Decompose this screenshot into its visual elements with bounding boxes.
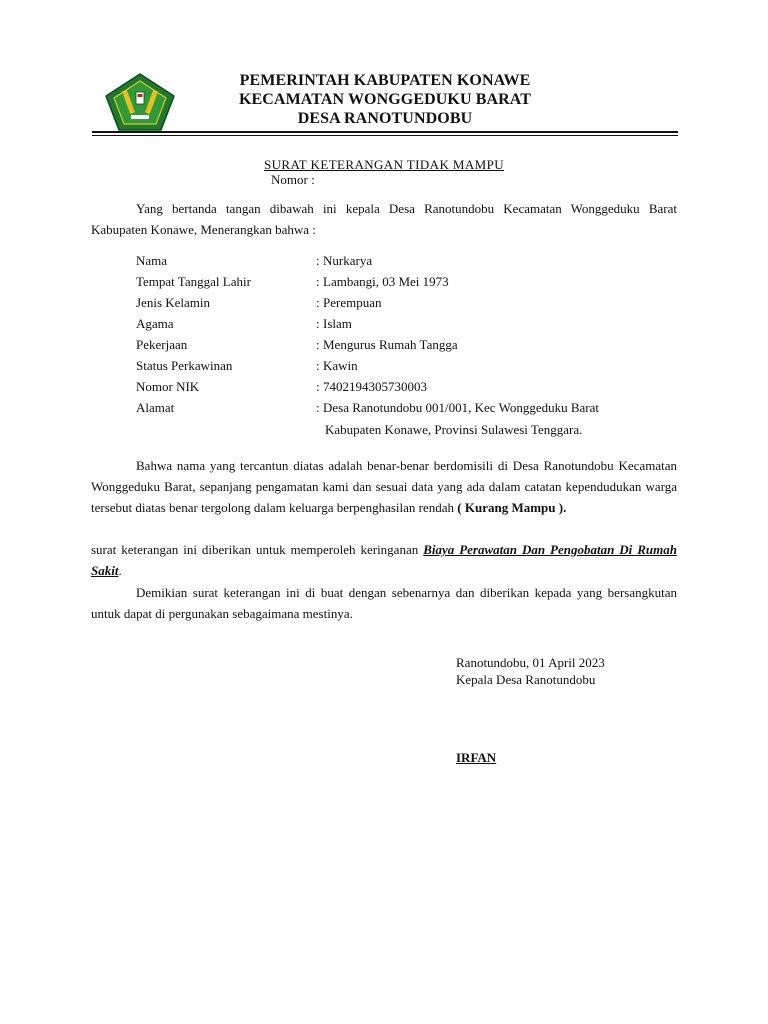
identity-table [136,250,676,441]
identity-value: Perempuan [323,295,382,310]
identity-value: Islam [323,316,352,331]
identity-row-marital [136,355,676,376]
domicile-text: Bahwa nama yang tercantun diatas adalah benar-benar berdomisili di Desa Ranotundobu Kecamatan Wonggeduku Barat, sepanjang pengamatan kami dan sesuai data yang ada dalam catatan kependudukan warga tersebut diatas benar tergolong dalam keluarga berpenghasilan rendah [91,458,677,515]
identity-row-occupation [136,334,676,355]
header-line-village: DESA RANOTUNDOBU [297,110,473,127]
purpose-end: . [118,563,122,578]
letter-number-label: Nomor : [271,172,315,187]
identity-colon: : [316,274,320,289]
identity-colon: : [316,295,320,310]
letterhead [190,71,580,128]
identity-value: Kawin [323,358,358,373]
identity-value-line2: Kabupaten Konawe, Provinsi Sulawesi Tenggara. [325,422,583,437]
closing-paragraph: Demikian surat keterangan ini di buat dengan sebenarnya dan diberikan kepada yang bersangkutan untuk dapat di pergunakan sebagaimana mestinya. [91,585,677,621]
identity-row-birth [136,271,676,292]
identity-label: Nama [136,253,168,268]
intro-paragraph: Yang bertanda tangan dibawah ini kepala Desa Ranotundobu Kecamatan Wonggeduku Barat Kabupaten Konawe, Menerangkan bahwa : [91,201,677,237]
purpose-paragraph [91,539,677,581]
domicile-paragraph [91,455,677,518]
identity-row-nik [136,376,676,397]
identity-value: Lambangi, 03 Mei 1973 [323,274,449,289]
identity-label: Nomor NIK [136,379,200,394]
header-line-regency: PEMERINTAH KABUPATEN KONAWE [239,72,531,89]
identity-row-gender [136,292,676,313]
identity-row-address [136,397,676,441]
identity-label: Jenis Kelamin [136,295,211,310]
purpose-emphasis: Biaya Perawatan Dan Pengobatan Di Rumah Sakit [91,542,677,578]
identity-colon: : [316,400,320,415]
government-crest-icon [104,72,176,132]
identity-label: Status Perkawinan [136,358,233,373]
signer-name: IRFAN [456,750,497,765]
place-date: Ranotundobu, 01 April 2023 [456,655,605,670]
identity-value: 7402194305730003 [323,379,427,394]
header-divider-thin [92,135,678,136]
header-line-district: KECAMATAN WONGGEDUKU BARAT [238,91,532,108]
identity-value: Mengurus Rumah Tangga [323,337,458,352]
identity-colon: : [316,316,320,331]
identity-label: Pekerjaan [136,337,188,352]
identity-colon: : [316,253,320,268]
header-divider-thick [92,131,678,133]
identity-label: Alamat [136,400,175,415]
letter-title: SURAT KETERANGAN TIDAK MAMPU [263,157,505,172]
purpose-text: surat keterangan ini diberikan untuk memperoleh keringanan [91,542,419,557]
identity-row-religion [136,313,676,334]
identity-value: Nurkarya [323,253,373,268]
status-emphasis: ( Kurang Mampu ). [457,500,567,515]
identity-colon: : [316,358,320,373]
identity-colon: : [316,379,320,394]
identity-label: Tempat Tanggal Lahir [136,274,251,289]
identity-colon: : [316,337,320,352]
identity-label: Agama [136,316,174,331]
identity-row-name [136,250,676,271]
signer-title: Kepala Desa Ranotundobu [456,672,596,687]
identity-value: Desa Ranotundobu 001/001, Kec Wonggeduku Barat [323,400,599,415]
